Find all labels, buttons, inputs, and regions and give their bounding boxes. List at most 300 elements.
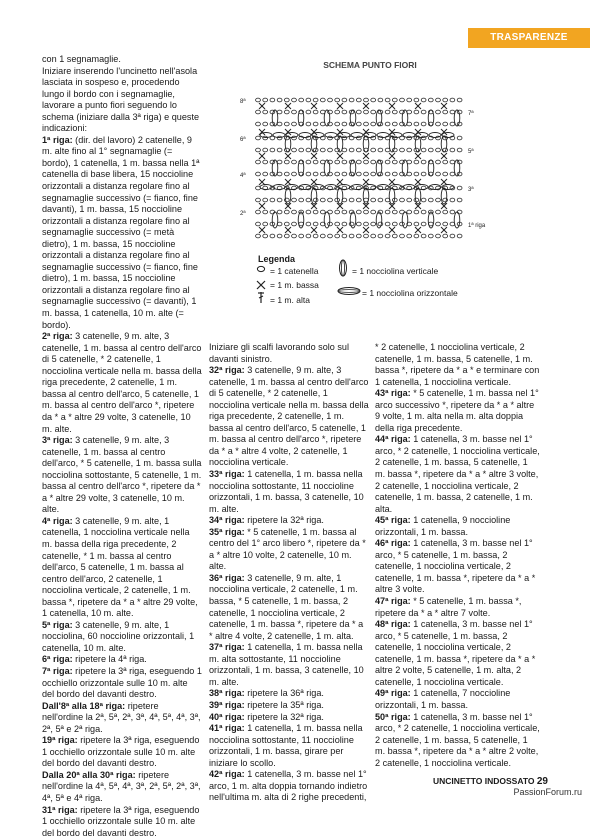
catenella-symbol	[407, 234, 412, 238]
catenella-symbol	[392, 160, 397, 164]
catenella-symbol	[385, 98, 390, 102]
catenella-symbol	[414, 210, 419, 214]
catenella-symbol	[385, 110, 390, 114]
catenella-symbol	[421, 160, 426, 164]
catenella-symbol	[256, 234, 261, 238]
catenella-symbol	[263, 122, 268, 126]
catenella-symbol	[356, 160, 361, 164]
catenella-symbol	[364, 122, 369, 126]
row-heading: 31ª riga:	[42, 804, 78, 815]
nocciolina-verticale-symbol	[350, 160, 356, 176]
paragraph	[209, 527, 369, 573]
page-footer	[433, 776, 548, 787]
catenella-symbol	[428, 234, 433, 238]
catenella-symbol	[277, 172, 282, 176]
paragraph-text: (dir. del lavoro) 2 catenelle, 9 m. alte fino al 1° segnamaglie (= bordo), 1 catenella, 1 m. bassa nella 1ª catenella di base libera, 15 noccioline orizzontali a distanza regolare fino al segnamaglie successivo (= fianco, fine davanti), 1 m. bassa, 15 noccioline orizzontali a distanza regolare fino al segnamaglie successivo (= metà dietro), 1 m. bassa, 15 noccioline orizzontali a distanza regolare fino al segnamaglie successivo (= fianco, fine dietro), 1 m. bassa, 15 noccioline orizzontali a distanza regolare fino al segnamaglie successivo (= davanti), 1 m. bassa, 1 catenella, 10 m. alte (= bordo).	[42, 134, 200, 330]
paragraph-text: 1 catenella, 9 noccioline orizzontali, 1 m. bassa.	[375, 515, 511, 537]
catenella-symbol	[414, 172, 419, 176]
catenella-symbol	[256, 160, 261, 164]
catenella-symbol	[428, 198, 433, 202]
catenella-symbol	[400, 98, 405, 102]
catenella-symbol	[313, 234, 318, 238]
nocciolina-orizzontale-symbol	[338, 288, 360, 295]
watermark: PassionForum.ru	[513, 787, 582, 797]
catenella-symbol	[277, 136, 282, 140]
catenella-symbol	[371, 210, 376, 214]
paragraph	[42, 701, 202, 736]
paragraph-text: 1 catenella, 1 m. bassa nella m. alta sottostante, 11 noccioline orizzontali, 1 m. bassa, 3 catenelle, 10 m. alte.	[209, 642, 364, 687]
catenella-symbol	[328, 234, 333, 238]
nocciolina-verticale-symbol	[402, 160, 408, 176]
legend-noc-orizzontale: = 1 nocciolina orizzontale	[362, 288, 458, 298]
row-label-left: 2ª	[240, 211, 246, 217]
paragraph	[209, 515, 369, 527]
catenella-symbol	[364, 98, 369, 102]
paragraph	[42, 770, 202, 805]
paragraph	[375, 688, 540, 711]
nocciolina-orizzontale-symbol	[442, 133, 454, 138]
catenella-symbol	[277, 110, 282, 114]
catenella-symbol	[306, 98, 311, 102]
catenella-symbol	[270, 198, 275, 202]
catenella-symbol	[328, 148, 333, 152]
catenella-symbol	[313, 98, 318, 102]
catenella-symbol	[421, 172, 426, 176]
catenella-symbol	[414, 110, 419, 114]
catenella-symbol	[335, 98, 340, 102]
catenella-symbol	[328, 136, 333, 140]
catenella-symbol	[356, 98, 361, 102]
catenella-symbol	[299, 198, 304, 202]
catenella-symbol	[256, 122, 261, 126]
catenella-symbol	[450, 110, 455, 114]
row-heading: 44ª riga:	[375, 434, 411, 445]
catenella-symbol	[306, 110, 311, 114]
catenella-symbol	[371, 98, 376, 102]
nocciolina-orizzontale-symbol	[403, 133, 415, 138]
catenella-symbol	[313, 222, 318, 226]
nocciolina-orizzontale-symbol	[429, 133, 441, 138]
catenella-symbol	[443, 160, 448, 164]
paragraph-text: * 5 catenelle, 1 m. bassa al centro del 1° arco libero *, ripetere da * a * altre 10 volte, 2 catenelle, 10 m. alte.	[209, 526, 366, 572]
catenella-symbol	[436, 222, 441, 226]
catenella-symbol	[457, 234, 462, 238]
catenella-symbol	[378, 198, 383, 202]
catenella-symbol	[256, 210, 261, 214]
catenella-symbol	[306, 172, 311, 176]
catenella-symbol	[457, 186, 462, 190]
catenella-symbol	[313, 110, 318, 114]
catenella-symbol	[277, 122, 282, 126]
nocciolina-verticale-symbol	[340, 260, 347, 276]
paragraph-text: ripetere la 36ª riga.	[244, 688, 324, 699]
paragraph	[375, 515, 540, 538]
catenella-symbol	[299, 98, 304, 102]
nocciolina-orizzontale-symbol	[429, 185, 441, 190]
paragraph	[42, 331, 202, 435]
catenella-symbol	[421, 148, 426, 152]
paragraph	[375, 388, 540, 434]
row-heading: 1ª riga:	[42, 134, 73, 145]
paragraph-text: ripetere la 3ª riga, eseguendo 1 occhiello orizzontale sulle 10 m. alte del bordo del davanti destro.	[42, 665, 202, 700]
catenella-symbol	[364, 110, 369, 114]
catenella-symbol	[292, 148, 297, 152]
catenella-symbol	[256, 110, 261, 114]
row-heading: 7ª riga:	[42, 665, 73, 676]
catenella-symbol	[313, 210, 318, 214]
paragraph	[375, 342, 540, 388]
catenella-symbol	[371, 160, 376, 164]
paragraph	[209, 342, 369, 365]
paragraph	[42, 654, 202, 666]
paragraph-text: * 5 catenelle, 1 m. bassa *, ripetere da * a * altre 7 volte.	[375, 596, 522, 618]
catenella-symbol	[407, 210, 412, 214]
catenella-symbol	[292, 122, 297, 126]
paragraph-text: ripetere la 3ª riga, eseguendo 1 occhiello orizzontale sulle 10 m. alte del bordo del davanti destro.	[42, 804, 200, 838]
catenella-symbol	[292, 98, 297, 102]
row-heading: 35ª riga:	[209, 526, 245, 537]
row-heading: 48ª riga:	[375, 619, 411, 630]
row-heading: 40ª riga:	[209, 711, 245, 722]
catenella-symbol	[443, 172, 448, 176]
catenella-symbol	[256, 198, 261, 202]
catenella-symbol	[335, 234, 340, 238]
paragraph-text: 1 catenella, 3 m. basse nel 1° arco, * 5 catenelle, 1 m. bassa, 2 catenelle, 1 nocciolina verticale, 2 catenelle, 1 m. bassa *, ripetere da * a * altre 3 volte.	[375, 538, 536, 595]
catenella-symbol	[284, 222, 289, 226]
catenella-symbol	[392, 172, 397, 176]
nocciolina-orizzontale-symbol	[364, 133, 376, 138]
catenella-symbol	[356, 222, 361, 226]
nocciolina-verticale-symbol	[337, 188, 343, 204]
row-heading: 37ª riga:	[209, 642, 245, 653]
nocciolina-verticale-symbol	[324, 110, 330, 126]
catenella-symbol	[378, 234, 383, 238]
catenella-symbol	[292, 172, 297, 176]
row-label-right: 3ª	[468, 187, 474, 193]
catenella-symbol	[364, 234, 369, 238]
legend-noc-verticale: = 1 nocciolina verticale	[352, 266, 439, 276]
catenella-symbol	[443, 110, 448, 114]
catenella-symbol	[371, 172, 376, 176]
text-column-left	[42, 54, 202, 839]
catenella-symbol	[306, 210, 311, 214]
catenella-symbol	[284, 210, 289, 214]
nocciolina-verticale-symbol	[402, 212, 408, 228]
catenella-symbol	[349, 148, 354, 152]
catenella-symbol	[421, 122, 426, 126]
nocciolina-orizzontale-symbol	[325, 133, 337, 138]
catenella-symbol	[443, 98, 448, 102]
catenella-symbol	[443, 122, 448, 126]
catenella-symbol	[292, 160, 297, 164]
catenella-symbol	[320, 198, 325, 202]
catenella-symbol	[436, 160, 441, 164]
catenella-symbol	[306, 234, 311, 238]
nocciolina-verticale-symbol	[350, 110, 356, 126]
row-heading: 34ª riga:	[209, 515, 245, 526]
row-heading: 2ª riga:	[42, 331, 73, 342]
catenella-symbol	[407, 136, 412, 140]
catenella-symbol	[457, 136, 462, 140]
nocciolina-verticale-symbol	[441, 136, 447, 152]
catenella-symbol	[378, 98, 383, 102]
row-heading: 38ª riga:	[209, 688, 245, 699]
text-column-middle	[209, 342, 369, 804]
catenella-symbol	[292, 110, 297, 114]
nocciolina-verticale-symbol	[298, 110, 304, 126]
paragraph-text: ripetere la 32ª riga.	[244, 711, 324, 722]
catenella-symbol	[436, 110, 441, 114]
catenella-symbol	[313, 122, 318, 126]
page-number: 29	[536, 776, 548, 787]
paragraph	[42, 135, 202, 331]
catenella-symbol	[313, 160, 318, 164]
catenella-symbol	[392, 222, 397, 226]
catenella-symbol	[299, 234, 304, 238]
catenella-symbol	[364, 198, 369, 202]
catenella-symbol	[270, 98, 275, 102]
catenella-symbol	[263, 210, 268, 214]
row-heading: 50ª riga:	[375, 711, 411, 722]
catenella-symbol	[356, 210, 361, 214]
row-heading: 49ª riga:	[375, 688, 411, 699]
paragraph-text: * 5 catenelle, 1 m. bassa nel 1° arco successivo *, ripetere da * a * altre 9 volte, 1 m. alta nella m. alta doppia della riga precedente.	[375, 388, 539, 433]
catenella-symbol	[414, 234, 419, 238]
catenella-symbol	[320, 98, 325, 102]
catenella-symbol	[263, 198, 268, 202]
paragraph-text: 1 catenella, 3 m. basse nel 1° arco, * 2 catenelle, 1 nocciolina verticale, 2 catenelle, 1 m. bassa, 5 catenelle, 1 m. bassa *, ripetere da * a * altre 2 volte, 2 catenelle, 1 nocciolina verticale.	[375, 711, 540, 768]
paragraph-text: ripetere la 32ª riga.	[244, 515, 324, 526]
paragraph-text: ripetere la 35ª riga.	[244, 699, 324, 710]
nocciolina-orizzontale-symbol	[403, 185, 415, 190]
catenella-symbol	[284, 172, 289, 176]
nocciolina-verticale-symbol	[298, 160, 304, 176]
catenella-symbol	[443, 234, 448, 238]
paragraph	[209, 712, 369, 724]
catenella-symbol	[306, 198, 311, 202]
catenella-symbol	[292, 198, 297, 202]
catenella-symbol	[385, 210, 390, 214]
catenella-symbol	[313, 198, 318, 202]
schema-title: SCHEMA PUNTO FIORI	[323, 60, 417, 70]
paragraph	[42, 620, 202, 655]
catenella-symbol	[356, 172, 361, 176]
catenella-symbol	[263, 148, 268, 152]
paragraph-text: ripetere la 4ª riga.	[72, 654, 147, 665]
catenella-symbol	[421, 110, 426, 114]
nocciolina-verticale-symbol	[285, 136, 291, 152]
catenella-symbol	[392, 122, 397, 126]
catenella-symbol	[335, 160, 340, 164]
paragraph-text: 1 catenella, 1 m. bassa nella nocciolina sottostante, 11 noccioline orizzontali, 1 m. bassa, 3 catenelle, 10 m. alte.	[209, 469, 364, 514]
nocciolina-verticale-symbol	[272, 212, 278, 228]
catenella-symbol	[277, 234, 282, 238]
catenella-symbol	[400, 234, 405, 238]
magazine-name: UNCINETTO INDOSSATO	[432, 776, 535, 786]
nocciolina-orizzontale-symbol	[377, 133, 389, 138]
legend-m-bassa: = 1 m. bassa	[270, 280, 319, 290]
nocciolina-verticale-symbol	[337, 136, 343, 152]
nocciolina-orizzontale-symbol	[273, 133, 285, 138]
catenella-symbol	[356, 110, 361, 114]
catenella-symbol	[378, 148, 383, 152]
catenella-symbol	[364, 222, 369, 226]
nocciolina-orizzontale-symbol	[338, 133, 350, 138]
catenella-symbol	[436, 148, 441, 152]
catenella-symbol	[457, 98, 462, 102]
catenella-symbol	[392, 98, 397, 102]
catenella-symbol	[385, 122, 390, 126]
catenella-symbol	[335, 110, 340, 114]
catenella-symbol	[436, 210, 441, 214]
row-heading: 36ª riga:	[209, 572, 245, 583]
catenella-symbol	[320, 234, 325, 238]
catenella-symbol	[356, 136, 361, 140]
paragraph	[209, 769, 369, 804]
paragraph	[209, 642, 369, 688]
catenella-symbol	[306, 148, 311, 152]
catenella-symbol	[443, 222, 448, 226]
catenella-symbol	[414, 198, 419, 202]
catenella-symbol	[270, 148, 275, 152]
paragraph	[375, 712, 540, 770]
paragraph-text: 3 catenelle, 9 m. alte, 1 nocciolina verticale, 2 catenelle, 1 m. bassa, * 5 catenelle, 1 m. bassa, 2 catenelle, 1 nocciolina verticale, 2 catenelle, 1 m. bassa *, ripetere da * a * altre 4 volte, 2 catenelle, 1 m. alta.	[209, 572, 364, 641]
catenella-symbol	[421, 98, 426, 102]
catenella-symbol	[284, 234, 289, 238]
catenella-symbol	[342, 122, 347, 126]
catenella-symbol	[263, 136, 268, 140]
catenella-symbol	[436, 198, 441, 202]
paragraph	[42, 66, 202, 135]
catenella-symbol	[421, 234, 426, 238]
paragraph-text: 3 catenelle, 9 m. alte, 3 catenelle, 1 m. bassa al centro dell'arco di 5 catenelle, * 2 catenelle, 1 nocciolina verticale nella m. bassa della riga precedente, 2 catenelle, 1 m. bassa al centro dell'arco, 5 catenelle, 1 m. bassa al centro dell'arco *, ripetere da * a * altre 29 volte, 3 catenelle, 10 m. alte.	[42, 331, 202, 434]
paragraph	[375, 434, 540, 515]
section-tab: TRASPARENZE	[468, 28, 590, 48]
row-label-right: 1ª riga	[468, 223, 486, 229]
catenella-symbol	[356, 198, 361, 202]
paragraph-text: Iniziare inserendo l'uncinetto nell'asola lasciata in sospeso e, procedendo lungo il bordo con i segnamaglie, lavorare a punto fiori seguendo lo schema (iniziare dalla 3ª riga) e queste indicazioni:	[42, 65, 200, 134]
catenella-symbol	[335, 122, 340, 126]
paragraph	[209, 688, 369, 700]
paragraph	[209, 365, 369, 469]
paragraph-text: 3 catenelle, 9 m. alte, 3 catenelle, 1 m. bassa al centro dell'arco di 5 catenelle, * 2 catenelle, 1 nocciolina verticale nella m. bassa della riga precedente, 2 catenelle, 1 m. bassa al centro dell'arco, 5 catenelle, 1 m. bassa al centro dell'arco *, ripetere da * a * altre 4 volte, 2 catenelle, 1 nocciolina verticale.	[209, 365, 369, 468]
catenella-symbol	[385, 172, 390, 176]
catenella-symbol	[414, 222, 419, 226]
catenella-symbol	[292, 222, 297, 226]
paragraph-text: 3 catenelle, 9 m. alte, 1 catenella, 1 nocciolina verticale nella m. bassa della riga precedente, 2 catenelle, * 1 m. bassa al centro dell'arco, 5 catenelle, 1 m. bassa al centro dell'arco, 2 catenelle, 1 nocciolina verticale, 2 catenelle, 1 m. bassa *, ripetere da * a * altre 29 volte, 1 catenella, 10 m. alte.	[42, 515, 198, 619]
legend-m-alta: = 1 m. alta	[270, 295, 310, 305]
legend-catenella: = 1 catenella	[270, 266, 319, 276]
paragraph	[42, 666, 202, 701]
catenella-symbol	[371, 234, 376, 238]
paragraph	[42, 435, 202, 516]
catenella-symbol	[371, 110, 376, 114]
catenella-symbol	[371, 148, 376, 152]
catenella-symbol	[342, 234, 347, 238]
catenella-symbol	[342, 172, 347, 176]
paragraph-text: ripetere nell'ordine la 2ª, 5ª, 2ª, 3ª, 4ª, 5ª, 4ª, 3ª, 2ª, 5ª e 2ª riga.	[42, 700, 201, 734]
catenella-symbol	[277, 148, 282, 152]
paragraph-text: 3 catenelle, 9 m. alte, 3 catenelle, 1 m. bassa al centro dell'arco, * 5 catenelle, 1 m. bassa sulla nocciolina sottostante, 5 catenelle, 1 m. bassa al centro dell'arco *, ripetere da * a * altre 29 volte, 3 catenelle, 10 m. alte.	[42, 435, 202, 515]
catenella-symbol	[428, 98, 433, 102]
row-label-left: 4ª	[240, 173, 246, 179]
catenella-symbol	[263, 160, 268, 164]
catenella-symbol	[263, 222, 268, 226]
catenella-symbol	[335, 222, 340, 226]
paragraph-text: 1 catenella, 3 m. basse nel 1° arco, 1 m. alta doppia tornando indietro nell'ultima m. alta di 2 righe precedenti,	[209, 769, 368, 803]
catenella-symbol	[292, 234, 297, 238]
catenella-symbol	[407, 198, 412, 202]
row-heading: 3ª riga:	[42, 435, 73, 446]
catenella-symbol	[414, 160, 419, 164]
nocciolina-orizzontale-symbol	[442, 185, 454, 190]
paragraph	[209, 700, 369, 712]
nocciolina-verticale-symbol	[454, 212, 460, 228]
catenella-symbol	[421, 198, 426, 202]
paragraph	[209, 573, 369, 642]
row-heading: 46ª riga:	[375, 538, 411, 549]
paragraph-text: 1 catenella, 1 m. bassa nella nocciolina sottostante, 11 noccioline orizzontali, 1 m. bassa, girare per iniziare lo scollo.	[209, 723, 363, 768]
text-column-right	[375, 342, 540, 769]
catenella-symbol	[349, 198, 354, 202]
catenella-symbol	[414, 98, 419, 102]
catenella-symbol	[356, 234, 361, 238]
catenella-symbol	[407, 148, 412, 152]
catenella-symbol	[392, 110, 397, 114]
catenella-symbol	[436, 122, 441, 126]
catenella-symbol	[263, 98, 268, 102]
catenella-symbol	[256, 98, 261, 102]
catenella-symbol	[364, 160, 369, 164]
catenella-symbol	[457, 148, 462, 152]
paragraph-text: * 2 catenelle, 1 nocciolina verticale, 2 catenelle, 1 m. bassa, 5 catenelle, 1 m. bassa *, ripetere da * a * e terminare con 1 catenella, 1 nocciolina verticale.	[375, 342, 540, 387]
paragraph	[209, 723, 369, 769]
paragraph-text: 1 catenella, 7 noccioline orizzontali, 1 m. bassa.	[375, 688, 511, 710]
catenella-symbol	[320, 148, 325, 152]
catenella-symbol	[450, 98, 455, 102]
paragraph-text: Iniziare gli scalfi lavorando solo sul davanti sinistro.	[209, 342, 350, 364]
catenella-symbol	[328, 198, 333, 202]
catenella-symbol	[450, 210, 455, 214]
row-heading: 4ª riga:	[42, 515, 73, 526]
paragraph-text: 1 catenella, 3 m. basse nel 1° arco, * 5 catenelle, 1 m. bassa, 2 catenelle, 1 nocciolina verticale, 2 catenelle, 1 m. bassa *, ripetere da * a * altre 2 volte, 5 catenelle, 1 m. alta, 2 catenelle, 1 nocciolina verticale.	[375, 619, 536, 687]
row-heading: Dalla 20ª alla 30ª riga:	[42, 769, 136, 780]
catenella-symbol	[257, 266, 264, 271]
catenella-symbol	[457, 198, 462, 202]
nocciolina-verticale-symbol	[428, 110, 434, 126]
catenella-symbol	[292, 136, 297, 140]
catenella-symbol	[371, 222, 376, 226]
catenella-symbol	[306, 122, 311, 126]
catenella-symbol	[356, 122, 361, 126]
catenella-symbol	[371, 198, 376, 202]
row-heading: 6ª riga:	[42, 654, 73, 665]
paragraph	[42, 516, 202, 620]
paragraph-text: ripetere nell'ordine la 4ª, 5ª, 4ª, 3ª, 2ª, 5ª, 2ª, 3ª, 4ª, 5ª e 4ª riga.	[42, 769, 201, 803]
catenella-symbol	[436, 172, 441, 176]
catenella-symbol	[342, 210, 347, 214]
row-label-left: 8ª	[240, 99, 246, 105]
row-heading: 19ª riga:	[42, 735, 78, 746]
catenella-symbol	[256, 222, 261, 226]
nocciolina-orizzontale-symbol	[299, 185, 311, 190]
nocciolina-verticale-symbol	[324, 160, 330, 176]
catenella-symbol	[342, 222, 347, 226]
catenella-symbol	[306, 160, 311, 164]
catenella-symbol	[342, 110, 347, 114]
nocciolina-verticale-symbol	[363, 136, 369, 152]
catenella-symbol	[277, 98, 282, 102]
